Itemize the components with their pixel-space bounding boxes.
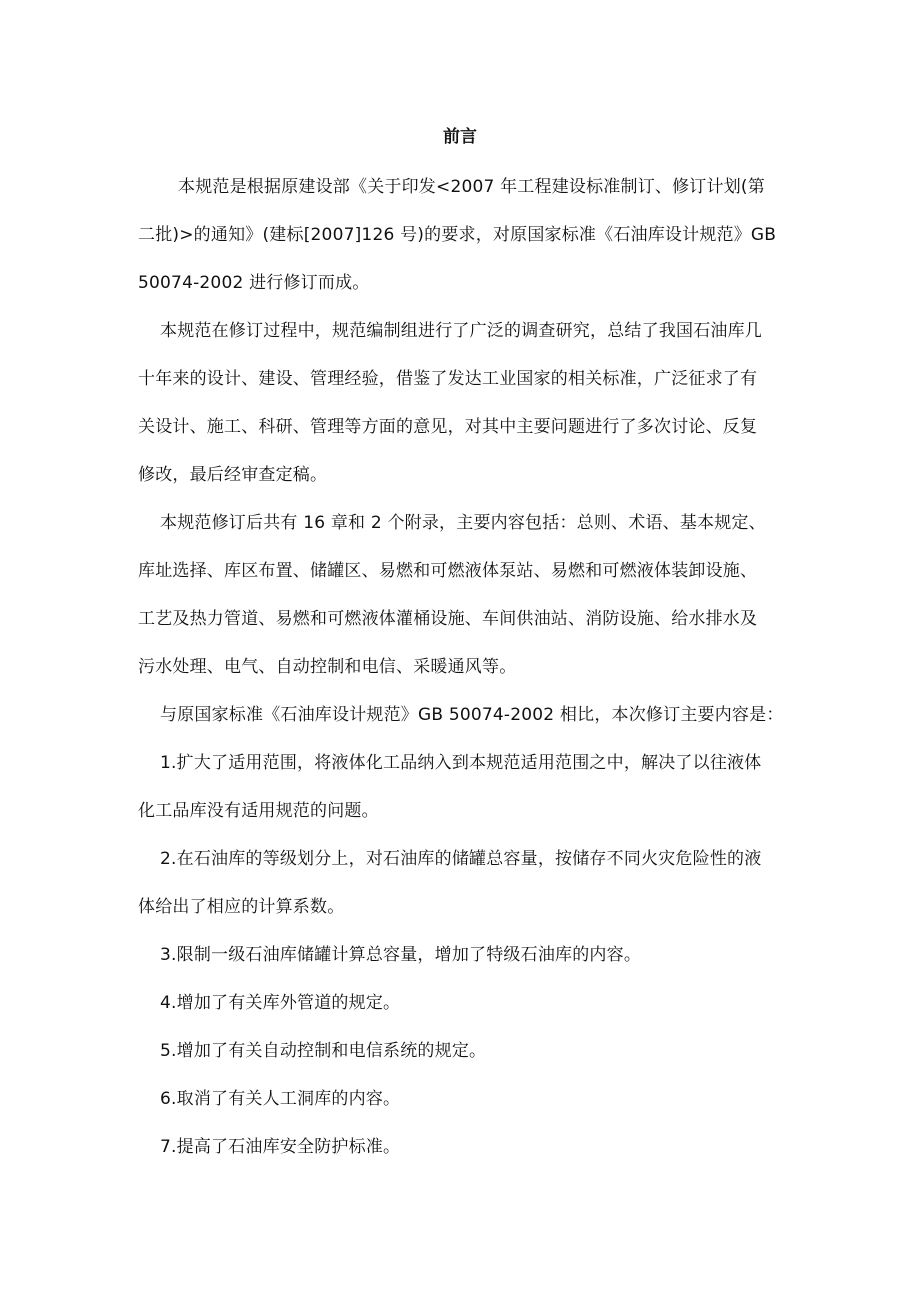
paragraph-line: 关设计、施工、科研、管理等方面的意见，对其中主要问题进行了多次讨论、反复 — [138, 417, 758, 437]
paragraph-line: 本规范在修订过程中，规范编制组进行了广泛的调查研究，总结了我国石油库几 — [160, 321, 762, 341]
paragraph-line: 十年来的设计、建设、管理经验，借鉴了发达工业国家的相关标准，广泛征求了有 — [138, 369, 758, 389]
paragraph-line: 50074-2002 进行修订而成。 — [138, 273, 370, 293]
paragraph-line: 本规范是根据原建设部《关于印发<2007 年工程建设标准制订、修订计划(第 — [178, 177, 765, 197]
page-title: 前言 — [443, 127, 477, 147]
paragraph-line: 工艺及热力管道、易燃和可燃液体灌桶设施、车间供油站、消防设施、给水排水及 — [138, 609, 758, 629]
list-item-line: 2.在石油库的等级划分上，对石油库的储罐总容量，按储存不同火灾危险性的液 — [160, 849, 762, 869]
paragraph-line: 本规范修订后共有 16 章和 2 个附录，主要内容包括：总则、术语、基本规定、 — [160, 513, 766, 533]
paragraph-line: 与原国家标准《石油库设计规范》GB 50074-2002 相比，本次修订主要内容是： — [160, 705, 784, 725]
paragraph-line: 二批)>的通知》(建标[2007]126 号)的要求，对原国家标准《石油库设计规范》GB — [138, 225, 777, 245]
list-item-line: 3.限制一级石油库储罐计算总容量，增加了特级石油库的内容。 — [160, 945, 642, 965]
paragraph-line: 修改，最后经审查定稿。 — [138, 465, 328, 485]
paragraph-line: 库址选择、库区布置、储罐区、易燃和可燃液体泵站、易燃和可燃液体装卸设施、 — [138, 561, 758, 581]
list-item-line: 6.取消了有关人工洞库的内容。 — [160, 1089, 401, 1109]
list-item-line: 5.增加了有关自动控制和电信系统的规定。 — [160, 1041, 487, 1061]
paragraph-line: 污水处理、电气、自动控制和电信、采暖通风等。 — [138, 657, 517, 677]
list-item-line: 体给出了相应的计算系数。 — [138, 897, 345, 917]
list-item-line: 7.提高了石油库安全防护标准。 — [160, 1137, 401, 1157]
list-item-line: 化工品库没有适用规范的问题。 — [138, 801, 379, 821]
list-item-line: 1.扩大了适用范围，将液体化工品纳入到本规范适用范围之中，解决了以往液体 — [160, 753, 762, 773]
list-item-line: 4.增加了有关库外管道的规定。 — [160, 993, 401, 1013]
